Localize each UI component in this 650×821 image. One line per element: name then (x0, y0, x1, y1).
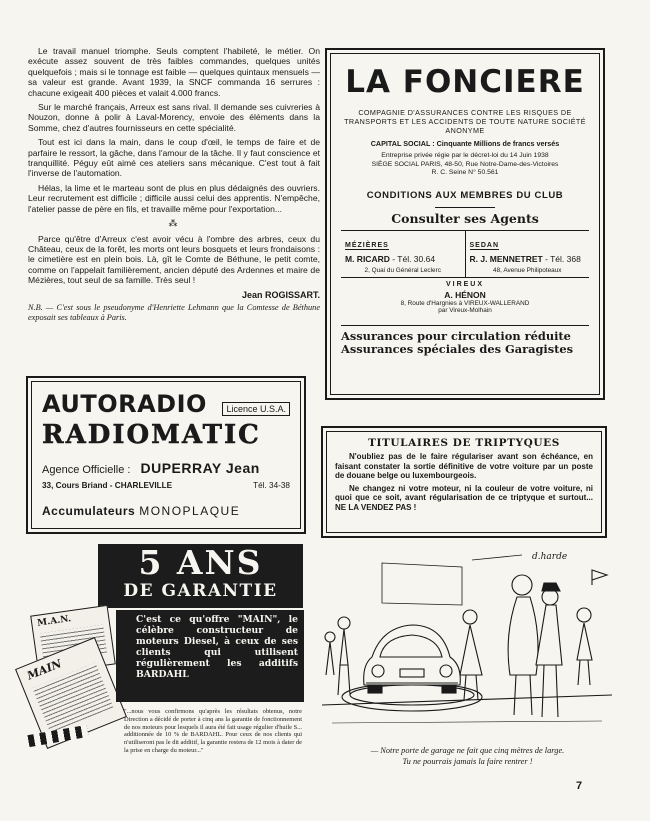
agent-name: M. RICARD - Tél. 30.64 (345, 253, 436, 264)
autoradio-ad (26, 376, 306, 534)
agent-city: VIREUX (445, 280, 485, 288)
licence-badge: Licence U.S.A. (222, 402, 290, 416)
fonciere-title: LA FONCIERE (345, 64, 585, 100)
bardahl-body: C'est ce qu'offre "MAIN", le célèbre constructeur de moteurs Diesel, à ceux de ses clients qui utilisent régulièrement les additifs BARDAHL (116, 610, 304, 702)
triptyques-notice (321, 426, 607, 538)
bardahl-headline-block (98, 544, 303, 608)
agent-mezieres (341, 231, 465, 277)
agent-address: 2, Quai du Général Leclerc (364, 266, 441, 274)
cartoon-caption (330, 746, 605, 767)
fonciere-legal-info (341, 152, 589, 178)
agent-vireux (341, 277, 589, 315)
agent-tel: - Tél. 368 (545, 253, 581, 264)
agent-address: 8, Route d'Hargnies à VIREUX-WALLERAND (400, 299, 530, 307)
cartoon-illustration (322, 545, 612, 745)
divider (435, 207, 495, 208)
cartoon-signature: d.harde (532, 552, 568, 562)
document-label: M.A.N. (36, 614, 72, 629)
article-paragraph: Hélas, la lime et le marteau sont de plus en plus dédaignés des ouvriers. Leur recrutement est difficile ; difficile aussi celui des apprentis. N'empêche, l'atelier passe de père en fils, et travaille même pour l'exportation... (28, 182, 320, 214)
fonciere-conditions: CONDITIONS AUX MEMBRES DU CLUB (366, 189, 564, 201)
dealer-address: 33, Cours Briand - CHARLEVILLE (42, 481, 173, 490)
triptyques-paragraph: Ne changez ni votre moteur, ni la couleur de votre voiture, ni quoi que ce soit, avant régularisation de ce triptyque et surtout... NE LA VENDEZ PAS ! (335, 483, 593, 512)
page-number: 7 (576, 780, 583, 792)
fonciere-rc: R. C. Seine N° 50.561 (431, 169, 499, 177)
article-text (28, 46, 320, 327)
dealer-tel: Tél. 34-38 (253, 481, 290, 490)
fonciere-enterprise: Entreprise privée régie par le décret-loi du 14 Juin 1938 (381, 152, 549, 159)
caption-line: — Notre porte de garage ne fait que cinq mètres de large. (370, 746, 565, 755)
caption-line: Tu ne pourrais jamais la faire rentrer ! (402, 756, 533, 766)
agent-address: 48, Avenue Philipoteaux (493, 266, 562, 274)
article-paragraph: Tout est ici dans la main, dans le coup d'œil, le temps de faire et de parfaire le ressort, la gâche, dans l'amour de la tâche. Il y faut conscience et tranquillité. Péguy eût aimé ces ateliers sans mécanique. C'est tout à fait l'inverse de l'automation. (28, 137, 320, 179)
bardahl-subheadline: DE GARANTIE (123, 581, 278, 601)
triptyques-title: TITULAIRES DE TRIPTYQUES (368, 437, 560, 449)
accumulateurs-brand: MONOPLAQUE (139, 504, 241, 518)
assurance-line: Assurances pour circulation réduite (341, 328, 571, 343)
fonciere-siege: SIÈGE SOCIAL PARIS, 48-50, Rue Notre-Dame-des-Victoires (371, 160, 559, 168)
bardahl-headline: 5 ANS (138, 543, 263, 582)
agent-tel: - Tél. 30.64 (392, 253, 436, 264)
fonciere-assurances (341, 325, 589, 357)
article-signature: Jean ROGISSART. (241, 289, 320, 300)
section-separator-stars: ⁂ (168, 218, 180, 229)
assurance-line: Assurances spéciales des Garagistes (341, 342, 574, 357)
autoradio-title: AUTORADIO (42, 390, 207, 418)
bardahl-ad (26, 540, 306, 770)
accumulateurs-line: Accumulateurs MONOPLAQUE (42, 504, 241, 518)
article-note: N.B. — C'est sous le pseudonyme d'Henriette Lehmann que la Comtesse de Béthune exposait ses tableaux à Paris. (28, 302, 320, 322)
fonciere-subtitle: COMPAGNIE D'ASSURANCES CONTRE LES RISQUES DE TRANSPORTS ET LES ACCIDENTS DE TOUTE NATURE SOCIÉTÉ ANONYME (344, 108, 586, 135)
agent-name: A. HÉNON (444, 289, 486, 300)
document-label: MAIN (25, 657, 64, 683)
agent-address: par Vireux-Molhain (438, 307, 492, 315)
agent-city: MÉZIÈRES (345, 241, 389, 249)
agent-name: R. J. MENNETRET - Tél. 368 (469, 253, 581, 264)
agent-sedan (465, 231, 590, 277)
fonciere-consult-heading: Consulter ses Agents (391, 210, 539, 226)
agent-city: SEDAN (469, 241, 500, 249)
agence-label: Agence Officielle : (42, 464, 131, 476)
la-fonciere-ad (325, 48, 605, 400)
radiomatic-brand: RADIOMATIC (42, 420, 261, 450)
fonciere-agents (341, 230, 589, 277)
triptyques-paragraph: N'oubliez pas de le faire régulariser avant son échéance, en faisant constater la sortie définitive de votre voiture par un poste de douane belge ou luxembourgeois. (335, 452, 593, 481)
fonciere-capital: CAPITAL SOCIAL : Cinquante Millions de francs versés (370, 139, 560, 148)
article-paragraph: Parce qu'être d'Arreux c'est avoir vécu à l'ombre des arbres, ceux du Château, ceux de la forêt, les morts ont leurs bosquets et leurs frondaisons : le cimetière est en plein bois. Là, gît le Comte de Béthune, le petit comte, comme on l'appelait familièrement, ancien député des Ardennes et maire de Mézières, tout seul de sa famille. Très seul ! (28, 233, 320, 286)
article-paragraph: Sur le marché français, Arreux est sans rival. Il demande ses cuivreries à Nouzon, donne à polir à Laval-Morency, envoie des éléments dans la Somme, chez d'autres fournisseurs en cette spécialité. (28, 102, 320, 133)
article-paragraph: Le travail manuel triomphe. Seuls comptent l'habileté, le métier. On exécute assez souvent de très faibles commandes, quelques unités quelquefois ; mais si le tonnage est faible — quelques quintaux mensuels — sa valeur est grande. Avant 1939, la SNCF commanda 16 serrures : chacune exigeait 400 pièces et valait 4.000 francs. (28, 46, 320, 98)
dealer-name: DUPERRAY Jean (140, 460, 260, 476)
bardahl-quote: "...nous vous confirmons qu'après les résultats obtenus, notre Direction a décidé de porter à cinq ans la garantie de fonctionnement de nos moteurs pour lesquels il aura été fait usage régulier d'huile S... additionnée de 10 % de BARDAHL. Pour ceux de nos clients qui n'utiliseront pas le dit additif, la garantie restera de 12 mois à dater de la prise en charge du moteur..." (124, 708, 302, 754)
